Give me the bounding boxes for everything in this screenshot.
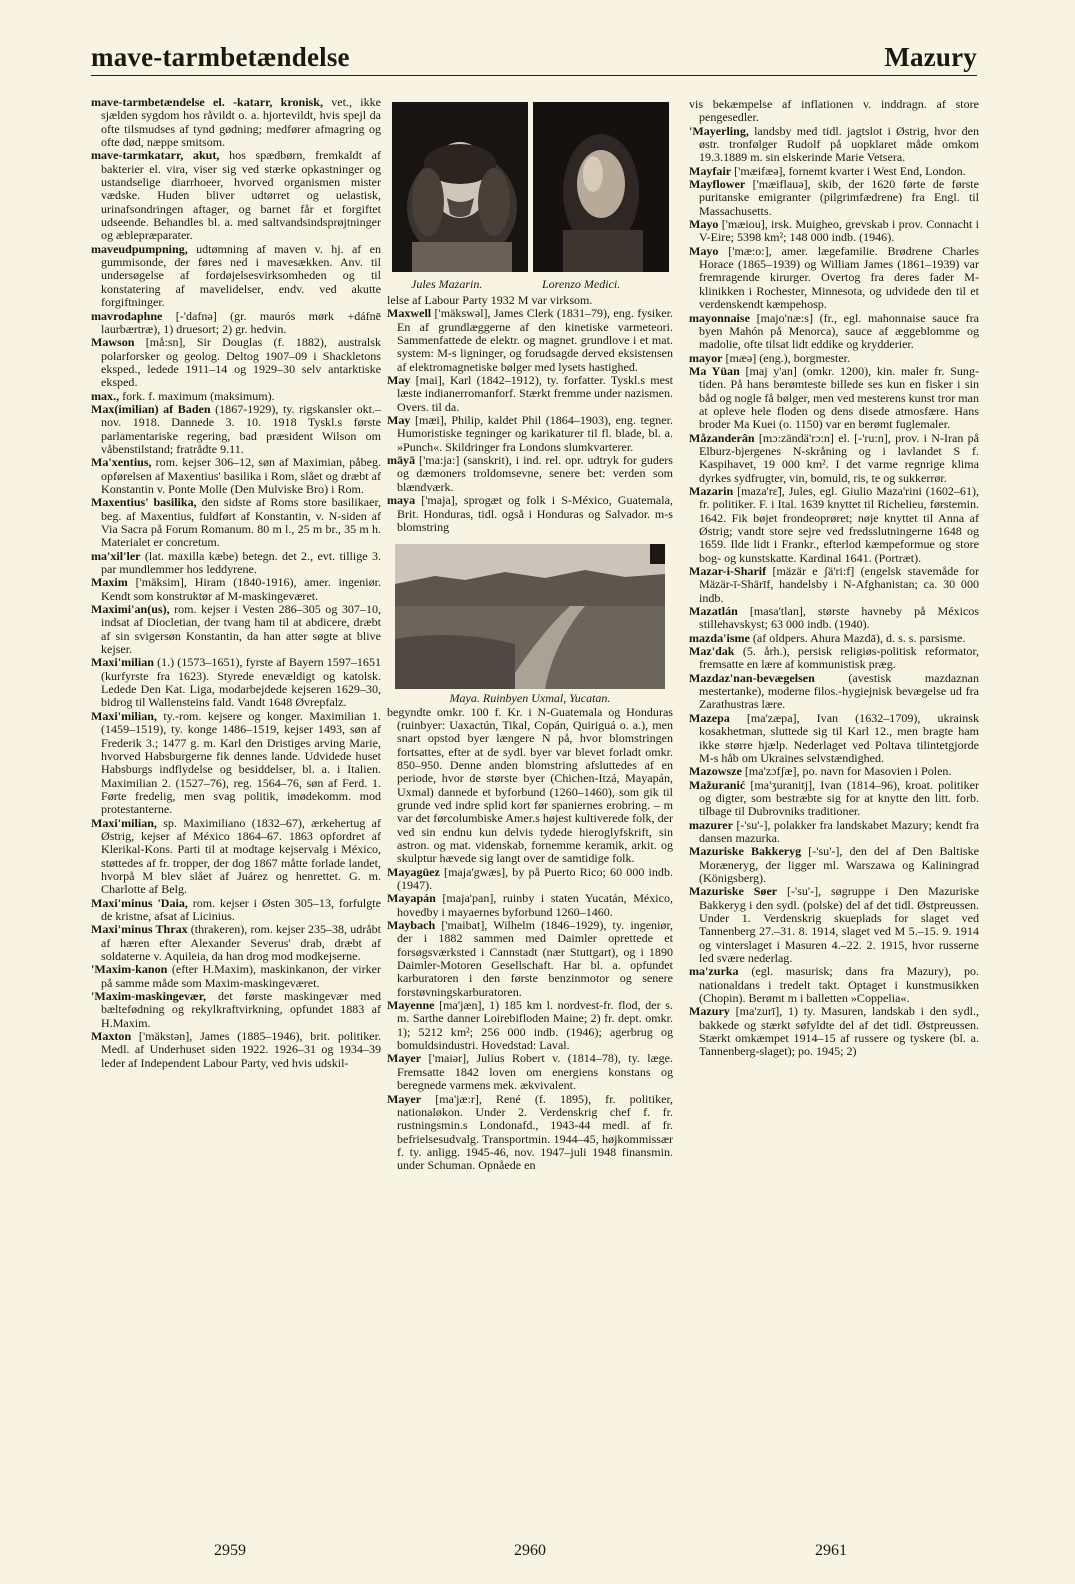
entry-headword: May xyxy=(387,373,411,388)
entry-text: [mæə] (eng.), borgmester. xyxy=(722,350,851,365)
entry-text: [maza'rɛ̃], Jules, egl. Giulio Maza'rini (1602–61), fr. politiker. F. i Ital. 1639 knyttet til Richelieu, førstemin. 1642. Fik bøjet frondeoprøret; nøje knyttet til Anna af Østrig; vandt store sejre ved fredsslutningerne 1648 og 1659. Ilde lidt i Frankr., efterlod kæmpeformue og store bog- og kunstskatte. Kardinal 1641. (Portræt). xyxy=(699,483,979,565)
entry-headword: Mayagüez xyxy=(387,864,440,879)
entry-headword: mazurer xyxy=(689,817,733,832)
entry-text: [mɔ:zändä'rɔ:n] el. [-'ru:n], prov. i N-Iran på Elburz-bjergenes N-skråning og i lavlandet S f. Kaspihavet, 19 000 km². I det varme regnrige klima dyrkes sydfrugter, vin, bomuld, ris, te og sukkerrør. xyxy=(699,430,979,485)
entry-text: [maj y'an] (omkr. 1200), kin. maler fr. Sung-tiden. På hans berømteste billede ses kun en fisker i sin båd og nogle få bølger, men ved mesterens kunst tror man at opleve hele floden og dens disede atmosfære. Hans broder Ma Kuei (o. 1150) var en berømt fuglemaler. xyxy=(699,363,979,432)
dictionary-entry xyxy=(689,565,979,605)
dictionary-entry xyxy=(91,990,381,1030)
dictionary-entry xyxy=(689,845,979,885)
entry-text: fork. f. maximum (maksimum). xyxy=(119,388,275,403)
entry-text: [ma'zɔfʃæ], po. navn for Masovien i Polen. xyxy=(741,764,952,779)
entry-headword: mave-tarmbetændelse el. -katarr, kronisk, xyxy=(91,95,323,109)
dictionary-entry xyxy=(91,149,381,242)
entry-text: ['maibat], Wilhelm (1846–1929), ty. ingeniør, der i 1882 sammen med Daimler oprettede et forsøgsværksted i Cannstadt (nær Stuttgart), og i 1890 Daimler-Motoren Gesellschaft. Har bl. a. opfundet karburatoren i den første benzinmotor og senere forstøvningskarburatoren. xyxy=(397,918,673,999)
entry-headword: Mazuriske Søer xyxy=(689,884,778,899)
entry-headword: Maxwell xyxy=(387,306,432,321)
portrait-mazarin xyxy=(392,102,528,272)
entry-headword: maveudpumpning, xyxy=(91,241,188,256)
entry-headword: mazda'isme xyxy=(689,630,750,645)
dictionary-entry xyxy=(91,897,381,924)
entry-headword: Mayo xyxy=(689,217,719,232)
entry-text: (avestisk mazdaznan mestertanke), moderne filos.-hygiejnisk bevægelse ud fra Zarathustras lære. xyxy=(699,670,979,712)
entry-text: vet., ikke sjælden sygdom hos råvildt o. a. hjortevildt, hvis spejl da ofte tilsmudses af tynd gødning; medfører afmagring og ofte død, næppe smitsom. xyxy=(101,95,381,150)
entry-headword: Max(imilian) af Baden xyxy=(91,401,211,416)
dictionary-entry xyxy=(689,365,979,432)
entry-headword: Mayapán xyxy=(387,891,436,906)
dictionary-entry xyxy=(689,245,979,312)
entry-headword: May xyxy=(387,413,411,428)
entry-text: [-'su'-], den del af Den Baltiske Moræneryg, der ligger ml. Warszawa og Kaliningrad (Königsberg). xyxy=(699,844,979,885)
dictionary-entry xyxy=(387,307,673,374)
dictionary-entry xyxy=(689,672,979,712)
dictionary-entry xyxy=(91,96,381,149)
entry-text: ty.-rom. kejsere og konger. Maximilian 1. (1459–1519), ty. konge 1486–1519, kejser 1493, søn af Frederik 3.; 1477 g. m. Karl den Dristiges arving Marie, hvorved Habsburgerne fik dennes lande. Udvidede huset Habsburgs indflydelse og besiddelser, bl. a. i Italien. Maximilian 2. (1527–76), reg. 1564–76, søn af Ferd. 1. Førte fredelig, men svag politik, imødekomm. mod protestanterne. xyxy=(101,708,381,817)
column-1 xyxy=(91,96,381,1070)
entry-text: (af oldpers. Ahura Mazdā), d. s. s. parsisme. xyxy=(749,630,966,645)
dictionary-entry xyxy=(91,963,381,990)
dictionary-entry xyxy=(689,765,979,778)
entry-headword: Måzanderân xyxy=(689,430,755,445)
column-3 xyxy=(689,98,979,1059)
entry-text: [ma'zæpa], Ivan (1632–1709), ukrainsk kosakhetman, sluttede sig til Karl 12., men bragte ham ikke større hjælp. Nederlaget ved Poltava tilintetgjorde M-s håb om Ukraines selvstændighed. xyxy=(699,710,979,765)
dictionary-entry xyxy=(387,866,673,893)
portrait-caption-medici: Lorenzo Medici. xyxy=(542,277,621,291)
entry-headword: Maxi'milian xyxy=(91,655,154,670)
entry-headword: mavrodaphne xyxy=(91,308,163,323)
dictionary-entry xyxy=(689,165,979,178)
dictionary-entry xyxy=(91,817,381,897)
dictionary-entry xyxy=(387,999,673,1052)
entry-text: [maja'gwæs], by på Puerto Rico; 60 000 indb. (1947). xyxy=(397,864,673,892)
dictionary-entry xyxy=(689,432,979,485)
entry-text: (1867-1929), ty. rigskansler okt.–nov. 1918. Dannede 3. 10. 1918 Tyskl.s første parlamentariske regering, bad præsident Wilson om våbenstilstand; fratrådte 9.11. xyxy=(101,401,381,456)
dictionary-entry xyxy=(387,374,673,414)
entry-text: (egl. masurisk; dans fra Mazury), po. nationaldans i tredelt takt. Optaget i kunstmusikken (Chopin). Berømt m i balletten »Coppelia«. xyxy=(699,964,979,1006)
dictionary-entry xyxy=(689,645,979,672)
dictionary-entry xyxy=(387,1052,673,1092)
entry-text: [majo'næ:s] (fr., egl. mahonnaise sauce fra byen Mahón på Menorca), sauce af æggeblomme og madolie, ofte tilsat lidt eddike og krydderier. xyxy=(699,310,979,352)
entry-text: (1.) (1573–1651), fyrste af Bayern 1597–1651 (kurfyrste fra 1623). Styrede enevældigt og katolsk. Ledede Den Kat. Liga, modarbejdede kejseren 1629–30, bidrog til Wallensteins fald. Vandt 1648 Øvrepfalz. xyxy=(101,655,381,710)
entry-headword: 'Maxim-maskingevær, xyxy=(91,989,206,1004)
header-left-word: mave-tarmbetændelse xyxy=(91,42,350,72)
dictionary-entry xyxy=(387,454,673,494)
dictionary-entry xyxy=(91,243,381,310)
entry-text: [maja'pan], ruinby i staten Yucatán, México, hovedby i mayaernes byforbund 1260–1460. xyxy=(397,891,673,919)
page-number-right: 2961 xyxy=(815,1542,847,1559)
dictionary-entry xyxy=(91,390,381,403)
dictionary-entry xyxy=(689,312,979,352)
header-rule xyxy=(91,75,977,76)
entry-text: ['mäkswəl], James Clerk (1831–79), eng. fysiker. En af grundlæggerne af den kinetiske varmeteori. Sammenfattede de elektr. og magnet. grundlove i et mat. system: M-s ligninger, og forudsagde derved eksistensen af elektromagnetiske bølger med lysets hastighed. xyxy=(397,306,673,374)
entry-headword: Mazarin xyxy=(689,483,734,498)
dictionary-entry xyxy=(91,710,381,817)
entry-text: udtømning af maven v. hj. af en gummisonde, der føres ned i mavesækken. Anv. til undersøgelse af fordøjelsesvirksomheden og til konstatering af mavelidelser, endv. ved akutte forgiftninger. xyxy=(101,241,381,310)
entry-text: [mai], Karl (1842–1912), ty. forfatter. Tyskl.s mest læste indianerromanforf. Stærkt fremme under nazismen. Overs. til da. xyxy=(397,373,673,414)
entry-headword: mayonnaise xyxy=(689,310,750,325)
dictionary-entry xyxy=(91,576,381,603)
entry-text: [må:sn], Sir Douglas (f. 1882), australsk polarforsker og geolog. Deltog 1907–09 i Shackletons eksped., ledede 1911–14 og 1929–30 selv antarktiske eksped. xyxy=(101,335,381,390)
page-number-left: 2959 xyxy=(214,1542,246,1559)
entry-text: [ma'jæ:r], René (f. 1895), fr. politiker, nationaløkon. Under 2. Verdenskrig chef f. fr. rustningsmin.s Londonafd., 1943-44 medl. af fr. befrielsesudvalg. Transportmin. 1944–45, højkommissær f. ty. anligg. 1945-46, nov. 1947–juli 1948 finansmin. under Schuman. Opnåede en xyxy=(397,1091,673,1173)
entry-headword: ma'xil'ler xyxy=(91,548,141,563)
entry-text: (5. årh.), persisk religiøs-politisk reformator, fremsatte en lære af kommunistisk præg. xyxy=(699,644,979,672)
dictionary-entry xyxy=(91,923,381,963)
entry-headword: Maxi'minus 'Daia, xyxy=(91,895,188,910)
entry-text: [-'su'-], søgruppe i Den Mazuriske Bakkeryg i den sydl. (polske) del af det tidl. Østpreussen. Under 1. Verdenskrig skueplads for slaget ved Tannenberg 27.–31. 8. 1914, slaget ved M 5.–15. 9. 1914 og vinterslaget i Masuren 4.–22. 2. 1915, hvor russerne led svære nederlag. xyxy=(699,884,979,965)
entry-text: [ma'jæn], 1) 185 km l. nordvest-fr. flod, der s. m. Sarthe danner Loirebifloden Maine; 2) fr. dept. omkr. 1); 5212 km²; 256 000 indb. (1946); agerbrug og bomuldsindustri. Hovedstad: Laval. xyxy=(397,998,673,1053)
entry-headword: ma'zurka xyxy=(689,964,739,979)
dictionary-entry xyxy=(689,218,979,245)
dictionary-entry xyxy=(689,712,979,765)
entry-text: ['mæifl​auə], skib, der 1620 førte de første puritanske emigranter (pilgrimfædrene) fra Engl. til Massachusetts. xyxy=(699,177,979,218)
entry-text: [mäzär e ʃä'ri:f] (engelsk stavemåde for Mäzär-ī-Shärīf, handelsby i N-Afghanistan; ca. 30 000 indb. xyxy=(699,564,979,605)
portrait-medici xyxy=(533,102,669,272)
dictionary-entry xyxy=(387,706,673,866)
maya-ruins-photo xyxy=(395,544,665,689)
entry-headword: Maxim xyxy=(91,575,128,590)
portrait-caption-mazarin: Jules Mazarin. xyxy=(411,277,483,291)
entry-headword: 'Mayerling, xyxy=(689,123,749,138)
entry-headword: Mazepa xyxy=(689,710,730,725)
entry-text: (lat. maxilla kæbe) betegn. det 2., evt. tillige 3. par mundlemmer hos leddyrene. xyxy=(101,548,381,577)
entry-text: den sidste af Roms store basilikaer, beg. af Maxentius, fuldført af Konstantin, v. N-siden af Via Sacra på Forum Romanum. 80 m l., 25 m br., 35 m h. Materialet er concretum. xyxy=(101,495,382,550)
dictionary-entry xyxy=(689,125,979,165)
dictionary-entry xyxy=(387,919,673,999)
dictionary-entry xyxy=(689,485,979,565)
entry-text: [ma'ʒuranitj], Ivan (1814–96), kroat. politiker og digter, som bestræbte sig for at knytte den litt. forb. tilbage til Dubrovniks traditioner. xyxy=(699,777,979,819)
dictionary-entry xyxy=(689,352,979,365)
dictionary-entry xyxy=(689,1005,979,1058)
dictionary-entry xyxy=(91,496,381,549)
entry-text: hos spædbørn, fremkaldt af bakterier el. vira, viser sig ved stærke opkastninger og ustandselige diarrhoeer, hvorved organismen mister vædske. Huden bliver udtørret og uelastisk, urinafsondringen aftager, og barnet får et forgiftet udseende. Behandles bl. a. med saltvandsindsprøjtninger og æblepræparater. xyxy=(101,148,381,243)
entry-text: ['mæiou], irsk. Muigheo, grevskab i prov. Connacht i V-Eire; 5398 km²; 148 000 indb. (1946). xyxy=(699,217,979,245)
dictionary-entry xyxy=(689,965,979,1005)
entry-text: [mæi], Philip, kaldet Phil (1864–1903), eng. tegner. Humoristiske tegninger og karikaturer til fl. blade, bl. a. »Punch«. Skildringer fra Londons slumkvarterer. xyxy=(397,413,673,454)
entry-headword: Maxi'minus Thrax xyxy=(91,922,188,937)
dictionary-entry xyxy=(387,494,673,534)
entry-text: (thrakeren), rom. kejser 235–38, udråbt af hæren efter Alexander Severus' drab, dræbt af soldaterne v. Aquileia, da han drog mod modkejserne. xyxy=(101,922,381,963)
entry-text: ['ma:ja:] (sanskrit), i ind. rel. opr. udtryk for guders og dæmoners troldomsevne, senere bet: verden som blændværk. xyxy=(397,453,673,494)
entry-headword: Ma Yüan xyxy=(689,363,740,378)
entry-headword: Mazatlán xyxy=(689,604,738,619)
entry-text: ['mæ:o:], amer. lægefamilie. Brødrene Charles Horace (1865–1939) og William James (1861–1939) var fremragende kirurger. Overtog fra deres fader M-klinikken i Rochester, Minnesota, og udvidede den til et verdenskendt kæmpehosp. xyxy=(699,243,979,312)
col3-continuation: vis bekæmpelse af inflationen v. inddragn. af store pengesedler. xyxy=(689,97,979,125)
header-right-word: Mazury xyxy=(884,42,977,72)
entry-text: rom. kejser 306–12, søn af Maximian, påbeg. opførelsen af Maxentius' basilika i Rom, slået og dræbt af Konstantin v. Ponte Molle (Den Mulviske Bro) i Rom. xyxy=(101,455,381,496)
entry-headword: Mažuranić xyxy=(689,777,746,792)
dictionary-entry xyxy=(387,1093,673,1173)
dictionary-entry xyxy=(91,403,381,456)
entry-headword: Mayflower xyxy=(689,177,746,192)
entry-text: [ma'zurī], 1) ty. Masuren, landskab i den sydl., bakkede og stærkt søfyldte del af det tidl. Østpreussen. Stærkt omkæmpet 1914–15 af russere og tyskere (bl. a. Tannenberg-slaget); po. 1945; 2) xyxy=(699,1004,979,1059)
dictionary-entry xyxy=(91,1030,381,1070)
entry-headword: Maximi'an(us), xyxy=(91,602,170,617)
dictionary-entry xyxy=(387,892,673,919)
entry-headword: Mawson xyxy=(91,335,135,350)
entry-headword: Mazuriske Bakkeryg xyxy=(689,844,802,859)
entry-text: rom. kejser i Vesten 286–305 og 307–10, indsat af Diocletian, der tvang ham til at abdicere, dræbt af sin svigersøn Konstantin, da han atter søgte at blive kejser. xyxy=(101,602,381,657)
dictionary-entry xyxy=(91,456,381,496)
entry-headword: Maxi'milian, xyxy=(91,708,157,723)
entry-text: ['mæifæə], fornemt kvarter i West End, London. xyxy=(731,163,966,178)
dictionary-entry xyxy=(689,605,979,632)
entry-headword: Ma'xentius, xyxy=(91,455,152,470)
dictionary-entry xyxy=(387,414,673,454)
entry-text: begyndte omkr. 100 f. Kr. i N-Guatemala og Honduras (ruinbyer: Uaxactún, Tikal, Copán, Quiriguá o. a.), men snart opstod byer længere N på, hvor blomstringen fortsattes, efter at de sydl. byer var blevet forladt omkr. 850–950. Denne anden blomstring afsluttedes af en periode, hvor de største byer (Chichen-Itzá, Mayapán, Uxmal) dannede et byforbund (1260–1460), som gik til grunde ved indre splid kort før spaniernes erobring. – m var det førcolumbiske Amer.s højest kultiverede folk, der ved sin endnu kun delvis tydede hieroglyfskrift, sin astron. og mat. videnskab, fornemme keramik, arkit. og skulptur hævede sig langt over de samtidige folk. xyxy=(387,704,673,866)
dictionary-entry xyxy=(689,632,979,645)
entry-text: ['mäksim], Hiram (1840-1916), amer. ingeniør. Kendt som konstruktør af M-maskingeværet. xyxy=(101,575,381,603)
dictionary-entry xyxy=(689,885,979,965)
dictionary-entry xyxy=(91,336,381,389)
portraits xyxy=(387,102,673,294)
entry-headword: Mayfair xyxy=(689,163,732,178)
entry-headword: Mayer xyxy=(387,1051,422,1066)
entry-headword: Maxton xyxy=(91,1029,132,1044)
entry-text: sp. Maximiliano (1832–67), ærkehertug af Østrig, kejser af México 1864–67. 1863 opfordret af Klerikal-Kons. Parti til at modtage kejservalg i México, støttedes af fr. tropper, der dog 1867 måtte forlade landet, hvorpå M blev slået af Juárez og henrettet. G. m. Charlotte af Belg. xyxy=(101,815,381,897)
entry-text: [-'su'-], polakker fra landskabet Mazury; kendt fra dansen mazurka. xyxy=(699,817,979,845)
entry-text: [-'dafnə] (gr. maurós mørk +dáfnē laurbærtræ), 1) druesort; 2) gr. hedvin. xyxy=(101,308,381,336)
entry-headword: 'Maxim-kanon xyxy=(91,962,168,977)
dictionary-entry xyxy=(689,178,979,218)
entry-headword: mave-tarmkatarr, akut, xyxy=(91,148,220,163)
dictionary-entry xyxy=(91,310,381,337)
entry-text: ['maja], sprogæt og folk i S-México, Guatemala, Brit. Honduras, tidl. også i Honduras og Salvador. m-s blomstring xyxy=(397,493,673,534)
entry-text: ['maiər], Julius Robert v. (1814–78), ty. læge. Fremsatte 1842 loven om energiens konstans og beregnede varmens mek. ækvivalent. xyxy=(397,1051,673,1093)
entry-headword: Maxentius' basilika, xyxy=(91,495,197,510)
column-2 xyxy=(387,102,673,1173)
entry-text: [masa'tlan], største havneby på Méxicos stillehavskyst; 63 000 indb. (1940). xyxy=(699,604,979,632)
entry-headword: mayor xyxy=(689,350,723,365)
dictionary-entry xyxy=(91,603,381,656)
entry-headword: Maybach xyxy=(387,918,436,933)
dictionary-entry xyxy=(91,550,381,577)
col2-continuation: lelse af Labour Party 1932 M var virksom. xyxy=(387,293,593,307)
entry-headword: Maz'dak xyxy=(689,644,735,659)
entry-headword: māyā xyxy=(387,453,416,468)
dictionary-entry xyxy=(689,819,979,846)
entry-headword: Mazar-i-Sharif xyxy=(689,564,767,579)
dictionary-entry xyxy=(91,656,381,709)
entry-text: landsby med tidl. jagtslot i Østrig, hvor den østr. tronfølger Rudolf på uopklaret måde omkom 19.3.1889 m. sin elskerinde Marie Vetsera. xyxy=(699,123,979,165)
entry-text: (efter H.Maxim), maskinkanon, der virker på samme måde som Maxim-maskingeværet. xyxy=(101,962,381,990)
entry-headword: Mazowsze xyxy=(689,764,742,779)
entry-headword: Maxi'milian, xyxy=(91,815,157,830)
entry-text: ['mäkstən], James (1885–1946), brit. politiker. Medl. af Underhuset siden 1922. 1926–31 og 1934–39 leder af Independent Labour Party, ved hvis udskil- xyxy=(101,1029,381,1070)
entry-text: det første maskingevær med bæltefødning og rekylkraftvirkning, opfundet 1883 af H.Maxim. xyxy=(101,989,381,1030)
entry-headword: Mayo xyxy=(689,243,719,258)
dictionary-entry xyxy=(689,779,979,819)
entry-headword: Mayer xyxy=(387,1091,422,1106)
entry-headword: Mayenne xyxy=(387,998,435,1013)
entry-headword: maya xyxy=(387,493,416,508)
maya-ruins-caption: Maya. Ruinbyen Uxmal, Yucatan. xyxy=(449,691,611,706)
page-number-middle: 2960 xyxy=(514,1542,546,1559)
entry-headword: max., xyxy=(91,388,120,403)
entry-text: rom. kejser i Østen 305–13, forfulgte de kristne, afsat af Licinius. xyxy=(101,895,381,923)
entry-headword: Mazury xyxy=(689,1004,730,1019)
entry-headword: Mazdaz'nan-bevægelsen xyxy=(689,670,815,685)
